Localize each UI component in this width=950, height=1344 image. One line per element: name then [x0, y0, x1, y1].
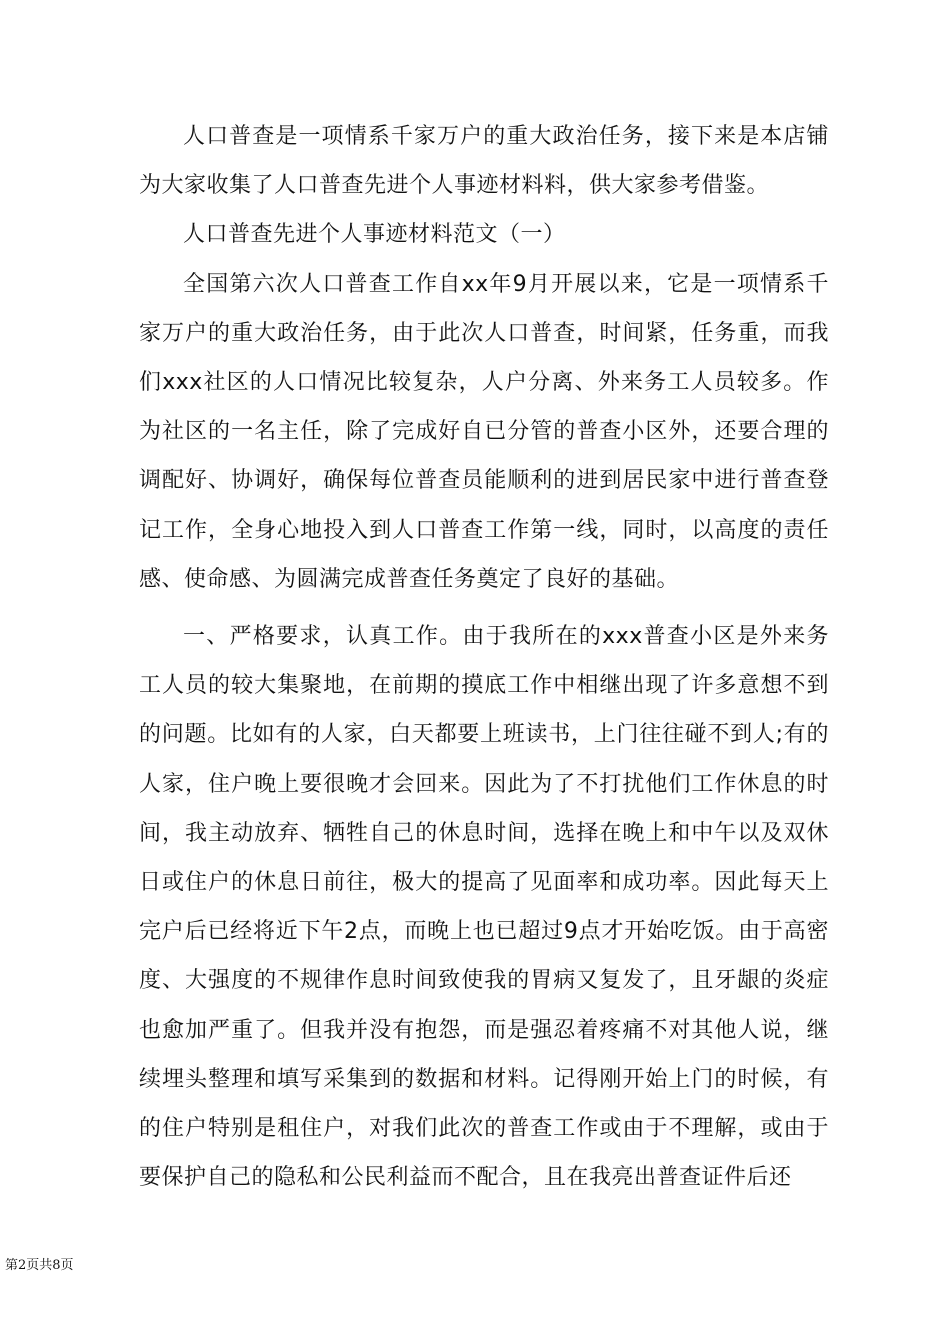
document-body — [139, 112, 829, 1202]
intro-paragraph: 人口普查是一项情系千家万户的重大政治任务，接下来是本店铺为大家收集了人口普查先进个人事迹材料料，供大家参考借鉴。 — [139, 124, 829, 199]
section-heading: 人口普查先进个人事迹材料范文（一） — [183, 222, 566, 248]
body-paragraph-2: 一、严格要求，认真工作。由于我所在的xxx普查小区是外来务工人员的较大集聚地，在前期的摸底工作中相继出现了许多意想不到的问题。比如有的人家，白天都要上班读书，上门往往碰不到人;有的人家，住户晚上要很晚才会回来。因此为了不打扰他们工作休息的时间，我主动放弃、牺牲自己的休息时间，选择在晚上和中午以及双休日或住户的休息日前往，极大的提高了见面率和成功率。因此每天上完户后已经将近下午2点，而晚上也已超过9点才开始吃饭。由于高密度、大强度的不规律作息时间致使我的胃病又复发了，且牙龈的炎症也愈加严重了。但我并没有抱怨，而是强忍着疼痛不对其他人说，继续埋头整理和填写采集到的数据和材料。记得刚开始上门的时候，有的住户特别是租住户，对我们此次的普查工作或由于不理解，或由于要保护自己的隐私和公民利益而不配合，且在我亮出普查证件后还 — [139, 624, 829, 1191]
page-number-footer: 第2页共8页 — [5, 1258, 74, 1273]
body-paragraph-1: 全国第六次人口普查工作自xx年9月开展以来，它是一项情系千家万户的重大政治任务，由于此次人口普查，时间紧，任务重，而我们xxx社区的人口情况比较复杂，人户分离、外来务工人员较多。作为社区的一名主任，除了完成好自已分管的普查小区外，还要合理的调配好、协调好，确保每位普查员能顺利的进到居民家中进行普查登记工作，全身心地投入到人口普查工作第一线，同时，以高度的责任感、使命感、为圆满完成普查任务奠定了良好的基础。 — [139, 271, 829, 592]
